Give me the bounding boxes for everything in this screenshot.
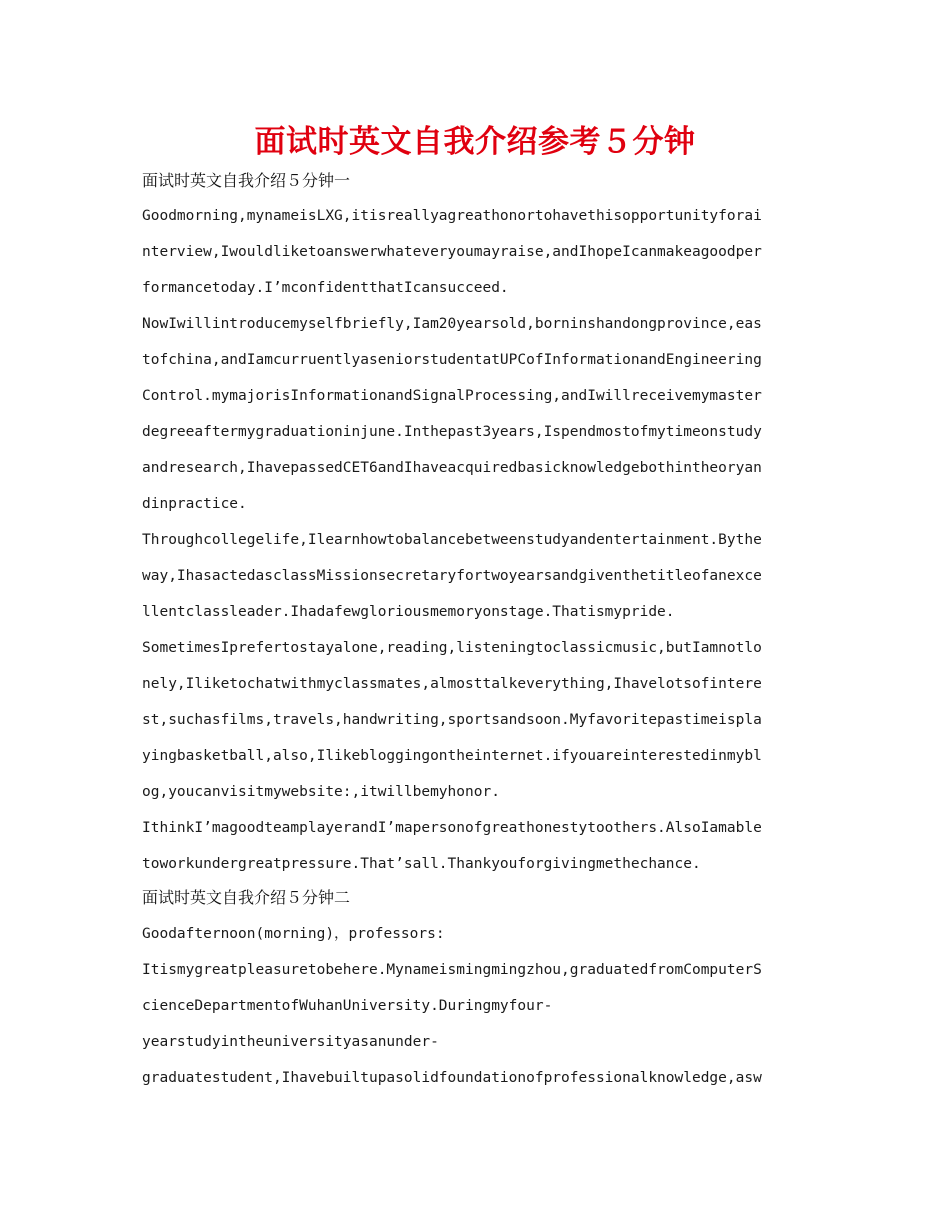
paragraph-line: IthinkI’magoodteamplayerandI’mapersonofgreathonestytoothers.AlsoIamable — [142, 820, 762, 836]
paragraph-line: Goodafternoon(morning)，professors: — [142, 926, 445, 942]
paragraph-line: degreeaftermygraduationinjune.Inthepast3years,Ispendmostofmytimeonstudy — [142, 424, 762, 440]
paragraph-line: Goodmorning,mynameisLXG,itisreallyagreathonortohavethisopportunityforai — [142, 208, 762, 224]
paragraph-line: andresearch,IhavepassedCET6andIhaveacquiredbasicknowledgebothintheoryan — [142, 460, 762, 476]
section-heading-2: 面试时英文自我介绍５分钟二 — [142, 888, 351, 907]
paragraph-line: cienceDepartmentofWuhanUniversity.Duringmyfour- — [142, 998, 553, 1014]
paragraph-line: NowIwillintroducemyselfbriefly,Iam20yearsold,borninshandongprovince,eas — [142, 316, 762, 332]
paragraph-line: Control.mymajorisInformationandSignalProcessing,andIwillreceivemymaster — [142, 388, 762, 404]
paragraph-line: st,suchasfilms,travels,handwriting,sportsandsoon.Myfavoritepastimeispla — [142, 712, 762, 728]
paragraph-line: dinpractice. — [142, 496, 247, 512]
paragraph-line: SometimesIprefertostayalone,reading,listeningtoclassicmusic,butIamnotlo — [142, 640, 762, 656]
paragraph-line: llentclassleader.Ihadafewgloriousmemoryonstage.Thatismypride. — [142, 604, 675, 620]
paragraph-line: yearstudyintheuniversityasanunder- — [142, 1034, 439, 1050]
paragraph-line: formancetoday.I’mconfidentthatIcansucceed. — [142, 280, 509, 296]
paragraph-line: og,youcanvisitmywebsite:,itwillbemyhonor. — [142, 784, 500, 800]
paragraph-line: tofchina,andIamcurruentlyaseniorstudentatUPCofInformationandEngineering — [142, 352, 762, 368]
paragraph-line: Itismygreatpleasuretobehere.Mynameismingmingzhou,graduatedfromComputerS — [142, 962, 762, 978]
paragraph-line: graduatestudent,Ihavebuiltupasolidfoundationofprofessionalknowledge,asw — [142, 1070, 762, 1086]
paragraph-line: way,IhasactedasclassMissionsecretaryfortwoyearsandgiventhetitleofanexce — [142, 568, 762, 584]
paragraph-line: nely,Iliketochatwithmyclassmates,almosttalkeverything,Ihavelotsofintere — [142, 676, 762, 692]
paragraph-line: yingbasketball,also,Ilikebloggingontheinternet.ifyouareinterestedinmybl — [142, 748, 762, 764]
paragraph-line: nterview,Iwouldliketoanswerwhateveryoumayraise,andIhopeIcanmakeagoodper — [142, 244, 762, 260]
section-heading-1: 面试时英文自我介绍５分钟一 — [142, 171, 351, 190]
document-title: 面试时英文自我介绍参考５分钟 — [254, 124, 696, 160]
paragraph-line: toworkundergreatpressure.That’sall.Thankyouforgivingmethechance. — [142, 856, 701, 872]
paragraph-line: Throughcollegelife,Ilearnhowtobalancebetweenstudyandentertainment.Bythe — [142, 532, 762, 548]
